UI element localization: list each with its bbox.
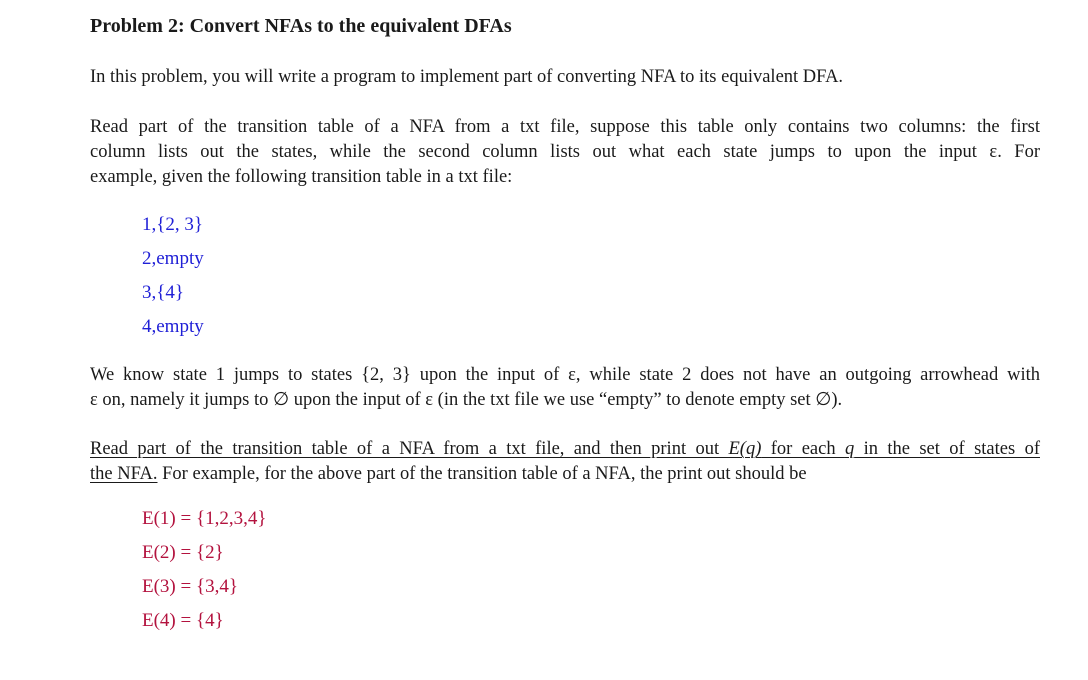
- table-row-4: 4,empty: [142, 316, 204, 337]
- table-row-1: 1,{2, 3}: [142, 214, 203, 235]
- table-row-2: 2,empty: [142, 248, 204, 269]
- task-underlined-text: the NFA.: [90, 464, 158, 484]
- task-line-1: [90, 437, 1040, 462]
- task-rest-text: For example, for the above part of the transition table of a NFA, the print out should be: [157, 464, 807, 484]
- output-row-3: E(3) = {3,4}: [142, 576, 238, 597]
- description-line-2: column lists out the states, while the second column lists out what each state jumps to upon the input ε. For: [90, 142, 1040, 162]
- intro-paragraph: [90, 65, 1040, 90]
- explanation-paragraph: [90, 363, 1040, 413]
- output-row-4: E(4) = {4}: [142, 610, 224, 631]
- output-row-2: E(2) = {2}: [142, 542, 224, 563]
- problem-title: Problem 2: Convert NFAs to the equivalent DFAs: [90, 15, 512, 37]
- explanation-line-2: ε on, namely it jumps to ∅ upon the input of ε (in the txt file we use “empty” to denote empty set ∅).: [90, 390, 843, 410]
- task-text-b: for each: [761, 439, 845, 459]
- task-text-c: in the set of states of: [854, 439, 1040, 459]
- explanation-line-1: We know state 1 jumps to states {2, 3} upon the input of ε, while state 2 does not have an outgoing arrowhead with: [90, 365, 1040, 385]
- description-line-3: example, given the following transition table in a txt file:: [90, 167, 513, 187]
- task-paragraph: [90, 437, 1040, 487]
- output-row-1: E(1) = {1,2,3,4}: [142, 508, 267, 529]
- q-symbol: q: [844, 439, 855, 459]
- task-text-a: Read part of the transition table of a NFA from a txt file, and then print out: [90, 439, 729, 459]
- intro-line: In this problem, you will write a program to implement part of converting NFA to its equivalent DFA.: [90, 67, 844, 87]
- eq-symbol: E(q): [728, 439, 762, 459]
- description-paragraph: [90, 115, 1040, 190]
- description-line-1: Read part of the transition table of a NFA from a txt file, suppose this table only contains two columns: the first: [90, 117, 1040, 137]
- task-line-2: [90, 462, 1040, 487]
- table-row-3: 3,{4}: [142, 282, 184, 303]
